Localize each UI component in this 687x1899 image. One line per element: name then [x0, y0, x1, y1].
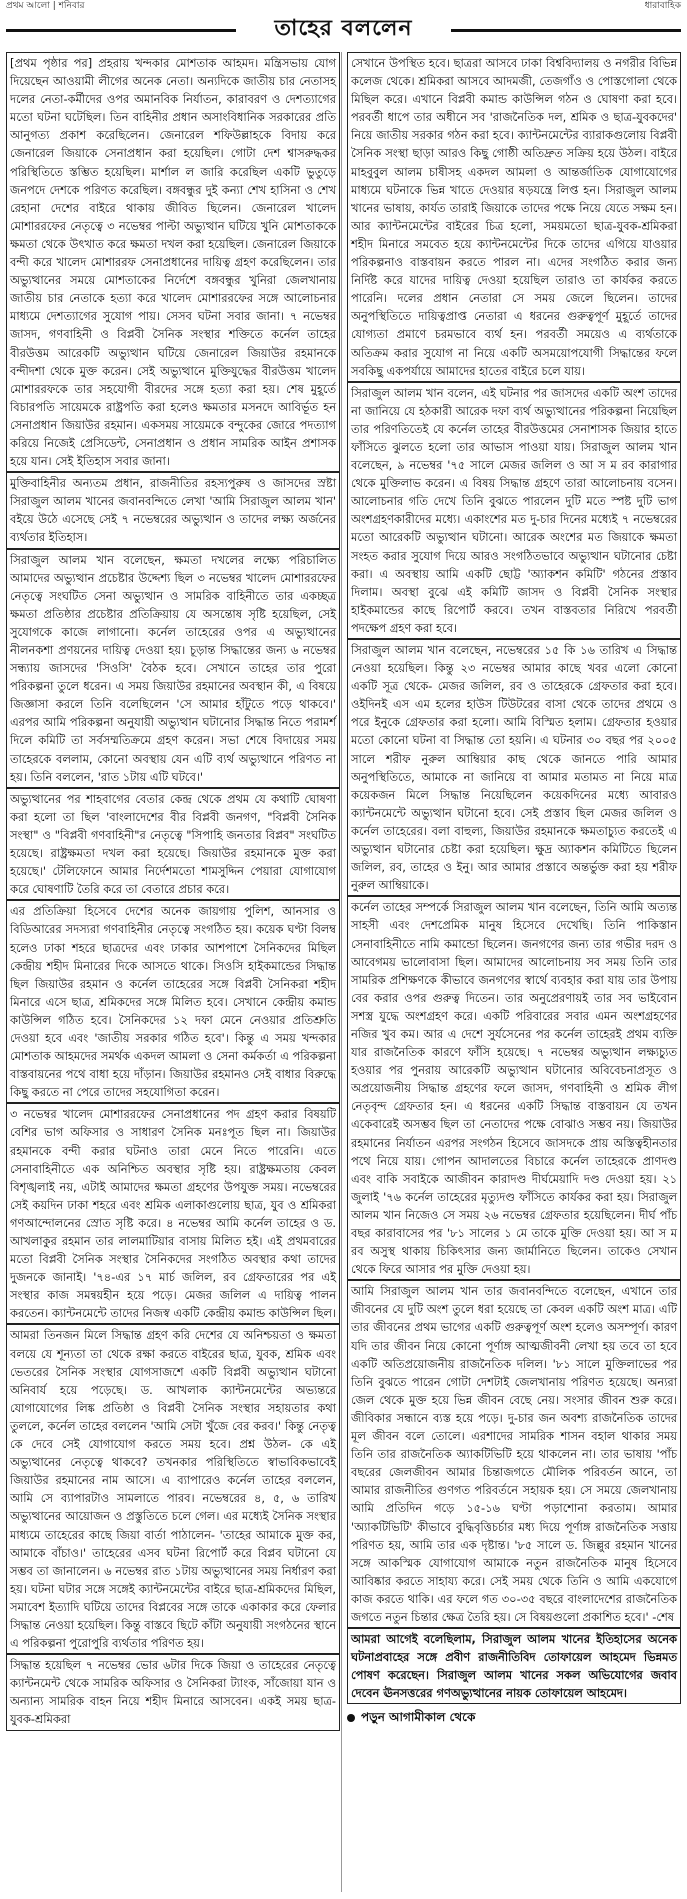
right-paragraph-4: কর্নেল তাহের সম্পর্কে সিরাজুল আলম খান বলেছেন, তিনি আমি অত্যন্ত সাহসী এবং দেশপ্রেমিক মানুষ হিসেবে দেখেছি। তিনি পাকিস্তান সেনাবাহিনীতে নামি কমান্ডো ছিলেন। জনগণের জন্য তার গভীর দরদ ও আবেগময় ভালোবাসা ছিল। আমাদের আলোচনায় সব সময় তিনি তার সামরিক প্রশিক্ষণকে কীভাবে জনগণের স্বার্থে ব্যবহার করা যায় তার উপায় বের করার ওপর গুরুত্ব দিতেন। তার অনুপ্রেরণায়ই তার সব ভাইবোন সশস্ত্র যুদ্ধে অংশগ্রহণ করে। একটি পরিবারের সবার এমন অংশগ্রহণের নজির খুব কম। আর এ দেশে সুর্যসেনের পর কর্নেল তাহেরই প্রথম ব্যক্তি যার রাজনৈতিক কারণে ফাঁসি হয়েছে। ৭ নভেম্বর অভ্যুত্থান লক্ষ্যচ্যুত হওয়ার পর পুনরায় আরেকটি অভ্যুত্থান ঘটানোর অবিবেচনাপ্রসূত ও অপ্রয়োজনীয় সিদ্ধান্ত গ্রহণের ফলে জাসদ, গণবাহিনী ও শ্রমিক লীগ নেতৃবৃন্দ গ্রেফতার হন। এ ধরনের একটি সিদ্ধান্ত বাস্তবায়ন যে তখন একেবারেই অসম্ভব ছিল তা নেতাদের পক্ষে বোঝাও সম্ভব নয়। জিয়াউর রহমানের নির্যাতন এরপর সংগঠন হিসেবে জাসদকে প্রায় অস্তিত্বহীনতার পথে নিয়ে যায়। গোপন আদালতের বিচারে কর্নেল তাহেরকে প্রাণদণ্ড এবং বাকি সবাইকে আজীবন কারাদণ্ড দীর্ঘমেয়াদি দণ্ড দেওয়া হয়। ২১ জুলাই '৭৬ কর্নেল তাহেরের মৃত্যুদণ্ড ফাঁসিতে কার্যকর করা হয়। সিরাজুল আলম খান নিজেও সে সময় ২৬ নভেম্বর গ্রেফতার হয়েছিলেন। দীর্ঘ পাঁচ বছর কারাবাসের পর '৮১ সালের ১ মে তাকে মুক্তি দেওয়া হয়। আ স ম রব অসুস্থ থাকায় চিকিৎসার জন্য জার্মানিতে ছিলেন। তাকেও সেখান থেকে ফিরে আসার পর মুক্তি দেওয়া হয়।: [347, 896, 681, 1280]
left-column: [6, 52, 340, 1892]
strip-right: ধারাবাহিক: [644, 1, 681, 11]
left-paragraph-6: ৩ নভেম্বর খালেদ মোশাররফের সেনাপ্রধানের পদ গ্রহণ করার বিষয়টি বেশির ভাগ অফিসার ও সাধারণ সৈনিক মনঃপূত ছিল না। জিয়াউর রহমানকে বন্দী করার ঘটনাও তারা মেনে নিতে পারেনি। এতে সেনাবাহিনীতে এক অনিশ্চিত অবস্থার সৃষ্টি হয়। রাষ্ট্রক্ষমতায় কেবল বিশৃঙ্খলাই নয়, এটাই আমাদের ক্ষমতা গ্রহণের উপযুক্ত সময়। নভেম্বরের সেই কয়দিন ঢাকা শহরে এবং শ্রমিক এলাকাগুলোয় ছাত্র, যুব ও শ্রমিকরা গণআন্দোলনের স্রোত সৃষ্টি করে। ৪ নভেম্বর আমি কর্নেল তাহের ও ড. আখলাকুর রহমান তার লালমাটিয়ার বাসায় মিলিত হই। এই প্রথমবারের মতো বিপ্লবী সৈনিক সংস্থার সৈনিকদের সংগঠিত অবস্থার কথা তাদের দুজনকে জানাই। '৭৪-এর ১৭ মার্চ জলিল, রব গ্রেফতারের পর এই সংস্থার কাজ সমন্বয়হীন হয়ে পড়ে। মেজর জলিল এ দায়িত্ব পালন করতেন। ক্যান্টনমেন্টে তাদের নিজস্ব একটি কেন্দ্রীয় কমান্ড কাউন্সিল ছিল।: [6, 1103, 340, 1324]
right-paragraph-2: সিরাজুল আলম খান বলেন, এই ঘটনার পর জাসদের একটি অংশ তাদের না জানিয়ে যে হঠকারী আরেক দফা ব্যর্থ অভ্যুত্থানের পরিকল্পনা নিয়েছিল তার পরিণতিতেই যে কর্নেল তাহের বীরউত্তমের সেনাশাসক জিয়ার হাতে ফাঁসিতে ঝুলতে হলো তার আভাস পাওয়া যায়। সিরাজুল আলম খান বলেছেন, ৯ নভেম্বর '৭৫ সালে মেজর জলিল ও আ স ম রব কারাগার থেকে মুক্তিলাভ করেন। এ বিষয় সিদ্ধান্ত গ্রহণে তারা আলোচনায় বসেন। আলোচনার গতি দেখে তিনি বুঝতে পারলেন দুটি মতে স্পষ্ট দুটি ভাগ অংশগ্রহণকারীদের মধ্যে। একাংশের মত দু-চার দিনের মধ্যেই ৭ নভেম্বরের মতো আরেকটি অভ্যুত্থান ঘটানো। আরেক অংশের মত জিয়াকে ক্ষমতা সংহত করার সুযোগ দিয়ে আরও সংগঠিতভাবে অভ্যুত্থান ঘটানোর চেষ্টা করা। এ অবস্থায় আমি একটি ছোট্ট 'অ্যাকশন কমিটি' গঠনের প্রস্তাব দিলাম। অবস্থা বুঝে এই কমিটি জাসদ ও বিপ্লবী সৈনিক সংস্থার হাইকমান্ডের কাছে রিপোর্ট করবে। তখন বাস্তবতার নিরিখে পরবর্তী পদক্ষেপ গ্রহণ করা হবে।: [347, 382, 681, 639]
left-paragraph-2: মুক্তিবাহিনীর অন্যতম প্রধান, রাজনীতির রহস্যপুরুষ ও জাসদের স্রষ্টা সিরাজুল আলম খানের জবানবন্দিতে লেখা 'আমি সিরাজুল আলম খান' বইয়ে উঠে এসেছে সেই ৭ নভেম্বরের অভ্যুত্থান ও তাদের লক্ষ্য অর্জনের ব্যর্থতার ইতিহাস।: [6, 472, 340, 548]
left-paragraph-8: সিদ্ধান্ত হয়েছিল ৭ নভেম্বর ভোর ৬টার দিকে জিয়া ও তাহেরের নেতৃত্বে ক্যান্টনমেন্ট থেকে সামরিক অফিসার ও সৈনিকরা ট্যাংক, সাঁজোয়া যান ও অন্যান্য সামরিক বাহন নিয়ে শহীদ মিনারে আসবেন। একই সময় ছাত্র-যুবক-শ্রমিকরা: [6, 1654, 340, 1730]
bullet-dot-icon: [347, 1714, 355, 1722]
left-paragraph-4: অভ্যুত্থানের পর শাহবাগের বেতার কেন্দ্র থেকে প্রথম যে কথাটি ঘোষণা করা হলো তা ছিল 'বাংলাদেশের বীর বিপ্লবী জনগণ, "বিপ্লবী সৈনিক সংস্থা" ও "বিপ্লবী গণবাহিনী"র নেতৃত্বে "সিপাহি জনতার বিপ্লব" সংঘটিত হয়েছে। রাষ্ট্রক্ষমতা দখল করা হয়েছে। জিয়াউর রহমানকে মুক্ত করা হয়েছে।' টেলিফোনে আমার নির্দেশমতো শামসুদ্দিন পেয়ারা যোগাযোগ করে ঘোষণাটি তৈরি করে তা বেতারে প্রচার করে।: [6, 788, 340, 901]
strip-left: প্রথম আলো | শনিবার: [6, 1, 85, 11]
next-installment-label: পড়ুন আগামীকাল থেকে: [361, 1710, 476, 1725]
right-paragraph-1: সেখানে উপস্থিত হবে। ছাত্ররা আসবে ঢাকা বিশ্ববিদ্যালয় ও নগরীর বিভিন্ন কলেজ থেকে। শ্রমিকরা আসবে আদমজী, তেজগাঁও ও পোস্তগোলা থেকে মিছিল করে। এখানে বিপ্লবী কমান্ড কাউন্সিল গঠন ও ঘোষণা করা হবে। পরবর্তী ধাপে তার অধীনে সব 'রাজনৈতিক দল, শ্রমিক ও ছাত্র-যুবকদের' নিয়ে জাতীয় সরকার গঠন করা হবে। ক্যান্টনমেন্টের ব্যারাকগুলোয় বিপ্লবী সৈনিক সংস্থা ছাড়া আরও কিছু গোষ্ঠী অতিদ্রুত সক্রিয় হয়ে উঠল। বাইরে মাহবুবুল আলম চাষীসহ একদল আমলা ও আন্তর্জাতিক যোগাযোগের মাধ্যমে ঘটনাকে ভিন্ন খাতে দেওয়ার ষড়যন্ত্রে লিপ্ত হন। সিরাজুল আলম খানের ভাষায়, কার্যত তারাই জিয়াকে তাদের পক্ষে নিয়ে যেতে সক্ষম হন। আর ক্যান্টনমেন্টের বাইরের চিত্র হলো, সময়মতো ছাত্র-যুবক-শ্রমিকরা শহীদ মিনারে সমবেত হয়ে ক্যান্টনমেন্টের দিকে তাদের এগিয়ে যাওয়ার পরিকল্পনাও বাস্তবায়ন করতে পারল না। এদের সংগঠিত করার জন্য নির্দিষ্ট করে যাদের দায়িত্ব দেওয়া হয়েছিল তারাও তা কার্যকর করতে পারেনি। দলের প্রধান নেতারা সে সময় জেলে ছিলেন। তাদের অনুপস্থিতিতে দায়িত্বপ্রাপ্ত নেতারা এ ধরনের গুরুত্বপূর্ণ মুহূর্তে তাদের যোগ্যতা প্রমাণে চরমভাবে ব্যর্থ হন। পরবর্তী সময়েও এ ব্যর্থতাকে অতিক্রম করার সুযোগ না নিয়ে একটি অসময়োপযোগী সিদ্ধান্তের ফলে সবকিছু একপর্যায়ে আমাদের হাতের বাইরে চলে যায়।: [347, 52, 681, 382]
left-paragraph-3: সিরাজুল আলম খান বলেছেন, ক্ষমতা দখলের লক্ষ্যে পরিচালিত আমাদের অভ্যুত্থান প্রচেষ্টার উদ্দেশ্য ছিল ৩ নভেম্বর খালেদ মোশাররফের নেতৃত্বে সংঘটিত সেনা অভ্যুত্থান ও সামরিক বাহিনীতে তার একচ্ছত্র ক্ষমতা প্রতিষ্ঠার প্রচেষ্টার প্রতিক্রিয়ায় যে অসন্তোষ সৃষ্টি হয়েছিল, সেই সুযোগকে কাজে লাগানো। কর্নেল তাহেরের ওপর এ অভ্যুত্থানের নীলনকশা প্রণয়নের দায়িত্ব দেওয়া হয়। চূড়ান্ত সিদ্ধান্তের জন্য ৬ নভেম্বর সন্ধ্যায় জাসদের 'সিওসি' বৈঠক হবে। সেখানে তাহের তার পুরো পরিকল্পনা তুলে ধরেন। এ সময় জিয়াউর রহমানের অবস্থান কী, এ বিষয়ে জিজ্ঞাসা করলে তিনি বলেছিলেন 'সে আমার হাঁটুতে পড়ে থাকবে।' এরপর আমি পরিকল্পনা অনুযায়ী অভ্যুত্থান ঘটানোর সিদ্ধান্ত নিতে পরামর্শ দিলে কমিটি তা সর্বসম্মতিক্রমে গ্রহণ করেন। সভা শেষে বিদায়ের সময় তাহেরকে বললাম, কোনো অবস্থায় যেন এটি ব্যর্থ অভ্যুত্থানে পরিণত না হয়। তিনি বললেন, 'রাত ১টায় এটি ঘটবে।': [6, 549, 340, 788]
right-paragraph-5: আমি সিরাজুল আলম খান তার জবানবন্দিতে বলেছেন, এখানে তার জীবনের যে দুটি অংশ তুলে ধরা হয়েছে তা কেবল একটি অংশ মাত্র। এটি তার জীবনের প্রথম ভাগের একটি গুরুত্বপূর্ণ অংশ হলেও অসম্পূর্ণ। কারণ যদি তার জীবন নিয়ে কোনো পূর্ণাঙ্গ আত্মজীবনী লেখা হয় তবে তা হবে একটি অতিপ্রয়োজনীয় রাজনৈতিক দলিল। '৮১ সালে মুক্তিলাভের পর তিনি বুঝতে পারেন গোটা দেশটাই জেলখানায় পরিণত হয়েছে। অন্যরা জেল থেকে মুক্ত হয়ে ভিন্ন জীবন বেছে নেয়। সংসার জীবন শুরু করে। জীবিকার সন্ধানে ব্যস্ত হয়ে পড়ে। দু-চার জন অবশ্য রাজনৈতিক তাদের মূল জীবন বলে তোলে। এরশাদের সামরিক শাসন বহাল থাকার সময় তিনি তার রাজনৈতিক অ্যাকটিভিটি হয়ে থাকলেন না। তার ভাষায় 'পাঁচ বছরের জেলজীবন আমার চিন্তাজগতে মৌলিক পরিবর্তন আনে, তা আমার রাজনীতির গুণগত পরিবর্তনে সহায়ক হয়। সে সময়ে জেলখানায় আমি প্রতিদিন গড়ে ১৫-১৬ ঘণ্টা পড়াশোনা করতাম। আমার 'অ্যাকটিভিটি' কীভাবে বুদ্ধিবৃত্তিচর্চার মধ্য দিয়ে পূর্ণাঙ্গ রাজনৈতিক সত্তায় পরিণত হয়, আমি তার এক দৃষ্টান্ত। '৮৫ সালে ড. জিল্লুর রহমান খানের সঙ্গে আকস্মিক যোগাযোগ আমাকে নতুন রাজনৈতিক মানুষ হিসেবে আবিষ্কার করতে সাহায্য করে। সেই সময় থেকে তিনি ও আমি একযোগে কাজ করতে থাকি। এর ফলে গত ৩০-৩৫ বছরে বাংলাদেশের রাজনৈতিক জগতে নতুন চিন্তার ক্ষেত্র তৈরি হয়। সে বিষয়গুলো প্রকাশিত হবে।' -শেষ: [347, 1280, 681, 1628]
article-title: তাহের বললেন: [264, 11, 422, 48]
column-divider: [341, 52, 342, 1892]
next-installment: [347, 1708, 681, 1726]
left-paragraph-1: [প্রথম পৃষ্ঠার পর] প্রহরায় খন্দকার মোশতাক আহমদ। মন্ত্রিসভায় যোগ দিয়েছেন আওয়ামী লীগের অনেক নেতা। অন্যদিকে জাতীয় চার নেতাসহ দলের নেতা-কর্মীদের ওপর অমানবিক নির্যাতন, কারাবরণ ও দেশত্যাগের মতো ঘটনা ঘটেছিল। তিন বাহিনীর প্রধান অসাংবিধানিক সরকারের প্রতি আনুগত্য প্রকাশ করেছিলেন। জেনারেল শফিউল্লাহকে বিদায় করে জেনারেল জিয়াকে সেনাপ্রধান করা হয়েছিল। গোটা দেশ শ্বাসরুদ্ধকর পরিস্থিতিতে স্তম্ভিত হয়েছিল। মার্শাল ল জারি করেছিল একটি ভুতুড়ে জনপদে দেশকে পরিণত করেছিল। বঙ্গবন্ধুর দুই কন্যা শেখ হাসিনা ও শেখ রেহানা দেশের বাইরে থাকায় জীবিত ছিলেন। জেনারেল খালেদ মোশাররফের নেতৃত্বে ৩ নভেম্বর পাল্টা অভ্যুত্থান ঘটিয়ে খুনি মোশতাককে ক্ষমতা থেকে উৎখাত করে ক্ষমতা দখল করা হয়েছিল। জেনারেল জিয়াকে বন্দী করে খালেদ মোশাররফ সেনাপ্রধানের দায়িত্ব গ্রহণ করেছিলেন। তার অভ্যুত্থানের সময়ে মোশতাকের নির্দেশে বঙ্গবন্ধুর খুনিরা জেলখানায় জাতীয় চার নেতাকে হত্যা করে খালেদ মোশাররফের সঙ্গে আলোচনার মাধ্যমে দেশত্যাগের সুযোগ পায়। সেসব ঘটনা সবার জানা। ৭ নভেম্বর জাসদ, গণবাহিনী ও বিপ্লবী সৈনিক সংস্থার শক্তিতে কর্নেল তাহের বীরউত্তম আরেকটি অভ্যুত্থান ঘটিয়ে জেনারেল জিয়াউর রহমানকে বন্দীদশা থেকে মুক্ত করেন। সেই অভ্যুত্থানে মুক্তিযুদ্ধের বীরউত্তম খালেদ মোশাররফকে তার সহযোগী বীরদের সঙ্গে হত্যা করা হয়। শেষ মুহূর্তে বিচারপতি সায়েমকে রাষ্ট্রপতি করা হলেও ক্ষমতার মসনদে আবির্ভূত হন সেনাপ্রধান জিয়াউর রহমান। একসময় সায়েমকে বন্দুকের জোরে পদত্যাগ করিয়ে নিজেই প্রেসিডেন্ট, সেনাপ্রধান ও প্রধান সামরিক আইন প্রশাসক হয়ে যান। সেই ইতিহাস সবার জানা।: [6, 52, 340, 472]
left-paragraph-7: আমরা তিনজন মিলে সিদ্ধান্ত গ্রহণ করি দেশের যে অনিশ্চয়তা ও ক্ষমতা বলয়ে যে শূন্যতা তা থেকে রক্ষা করতে বাইরের ছাত্র, যুবক, শ্রমিক এবং ভেতরের সৈনিক সংস্থার যোগসাজশে একটি বিপ্লবী অভ্যুত্থান ঘটানো অনিবার্য হয়ে পড়েছে। ড. আখলাক ক্যান্টনমেন্টের অভ্যন্তরে যোগাযোগের লিঙ্ক প্রতিষ্ঠা ও বিপ্লবী সৈনিক সংস্থার সহায়তার কথা তুললে, কর্নেল তাহের বললেন 'আমি সেটা খুঁজে বের করব।' কিন্তু নেতৃত্ব কে দেবে সেই যোগাযোগ করতে সময় হবে। প্রশ্ন উঠল- কে এই অভ্যুত্থানের নেতৃত্বে থাকবে? তখনকার পরিস্থিতিতে স্বাভাবিকভাবেই জিয়াউর রহমানের নাম আসে। এ ব্যাপারেও কর্নেল তাহের বললেন, আমি সে ব্যাপারটাও সামলাতে পারব। নভেম্বরের ৪, ৫, ৬ তারিখ অভ্যুত্থানের আয়োজন ও প্রস্তুতিতে চলে গেল। এর মধ্যেই সৈনিক সংস্থার মাধ্যমে তাহেরের কাছে জিয়া বার্তা পাঠালেন- 'তাহের আমাকে মুক্ত কর, আমাকে বাঁচাও।' তাহেরের এসব ঘটনা রিপোর্ট করে বিপ্লব ঘটানো যে সম্ভব তা জানালেন। ৬ নভেম্বর রাত ১টায় অভ্যুত্থানের সময় নির্ধারণ করা হয়। ঘটনা ঘটার সঙ্গে সঙ্গেই ক্যান্টনমেন্টের বাইরে ছাত্র-শ্রমিকদের মিছিল, সমাবেশ ইত্যাদি ঘটিয়ে তাদের বিপ্লবের সঙ্গে তাকে একাকার করে ফেলার সিদ্ধান্ত নেওয়া হয়েছিল। কিন্তু বাস্তবে ছিটে কাঁটা অনুযায়ী সংগঠনের স্থানে এ পরিকল্পনা পুরোপুরি ব্যর্থতার পরিণত হয়।: [6, 1324, 340, 1654]
right-paragraph-3: সিরাজুল আলম খান বলেছেন, নভেম্বরের ১৫ কি ১৬ তারিখ এ সিদ্ধান্ত নেওয়া হয়েছিল। কিন্তু ২৩ নভেম্বর আমার কাছে খবর এলো কোনো একটি সূত্র থেকে- মেজর জলিল, রব ও তাহেরকে গ্রেফতার করা হবে। ওইদিনই এস এম হলের হাউস টিউটরের বাসা থেকে তাদের প্রথমে ও পরে ইনুকে গ্রেফতার করা হলো। আমি বিস্মিত হলাম। গ্রেফতার হওয়ার মতো কোনো ঘটনা বা সিদ্ধান্ত তো হয়নি। এ ঘটনার ৩০ বছর পর ২০০৫ সালে শরীফ নুরুল আম্বিয়ার কাছ থেকে জানতে পারি আমার অনুপস্থিতিতে, আমাকে না জানিয়ে বা আমার মতামত না নিয়ে মাত্র কয়েকজন মিলে সিদ্ধান্ত নিয়েছিলেন কয়েকদিনের মধ্যে আবারও ক্যান্টনমেন্টে অভ্যুত্থান ঘটানো হবে। সেই প্রস্তাব ছিল মেজর জলিল ও কর্নেল তাহেরের। বলা বাহুল্য, জিয়াউর রহমানকে ক্ষমতাচ্যুত করতেই এ অভ্যুত্থান ঘটানোর চেষ্টা করা হয়েছিল। ক্ষুদ্র অ্যাকশন কমিটিতে ছিলেন জলিল, রব, তাহের ও ইনু। আর আমার প্রস্তাবে অন্তর্ভুক্ত করা হয় শরীফ নুরুল আম্বিয়াকে।: [347, 639, 681, 896]
left-paragraph-5: এর প্রতিক্রিয়া হিসেবে দেশের অনেক জায়গায় পুলিশ, আনসার ও বিডিআরের সদস্যরা গণবাহিনীর নেতৃত্বে সংগঠিত হয়। কয়েক ঘণ্টা বিলম্ব হলেও ঢাকা শহরে ছাত্রদের এবং ঢাকার আশপাশে সৈনিকদের মিছিল কেন্দ্রীয় শহীদ মিনারের দিকে আসতে থাকে। সিওসি হাইকমান্ডের সিদ্ধান্ত ছিল জিয়াউর রহমান ও কর্নেল তাহেরের সঙ্গে বিপ্লবী সৈনিকরা শহীদ মিনারে এসে ছাত্র, শ্রমিকদের সঙ্গে মিলিত হবে। সেখানে কেন্দ্রীয় কমান্ড কাউন্সিল গঠিত হবে। সৈনিকদের ১২ দফা মেনে নেওয়ার প্রতিশ্রুতি দেওয়া হবে এবং 'জাতীয় সরকার গঠিত হবে'। কিন্তু এ সময় খন্দকার মোশতাক আহমদের সমর্থক একদল আমলা ও সেনা কর্মকর্তা এ পরিকল্পনা বাস্তবায়নের পথে বাধা হয়ে দাঁড়ান। জিয়াউর রহমানও সেই বাধার বিরুদ্ধে কিছু করতে না পেরে তাদের সহযোগিতা করেন।: [6, 900, 340, 1103]
closing-note-box: আমরা আগেই বলেছিলাম, সিরাজুল আলম খানের ইতিহাসের অনেক ঘটনাপ্রবাহের সঙ্গে প্রবীণ রাজনীতিবিদ তোফায়েল আহমেদ ভিন্নমত পোষণ করেছেন। সিরাজুল আলম খানের সকল অভিযোগের জবাব দেবেন ঊনসত্তরের গণঅভ্যুত্থানের নায়ক তোফায়েল আহমেদ।: [347, 1628, 681, 1704]
article-title-bar: [0, 15, 687, 44]
right-column: [347, 52, 681, 1892]
